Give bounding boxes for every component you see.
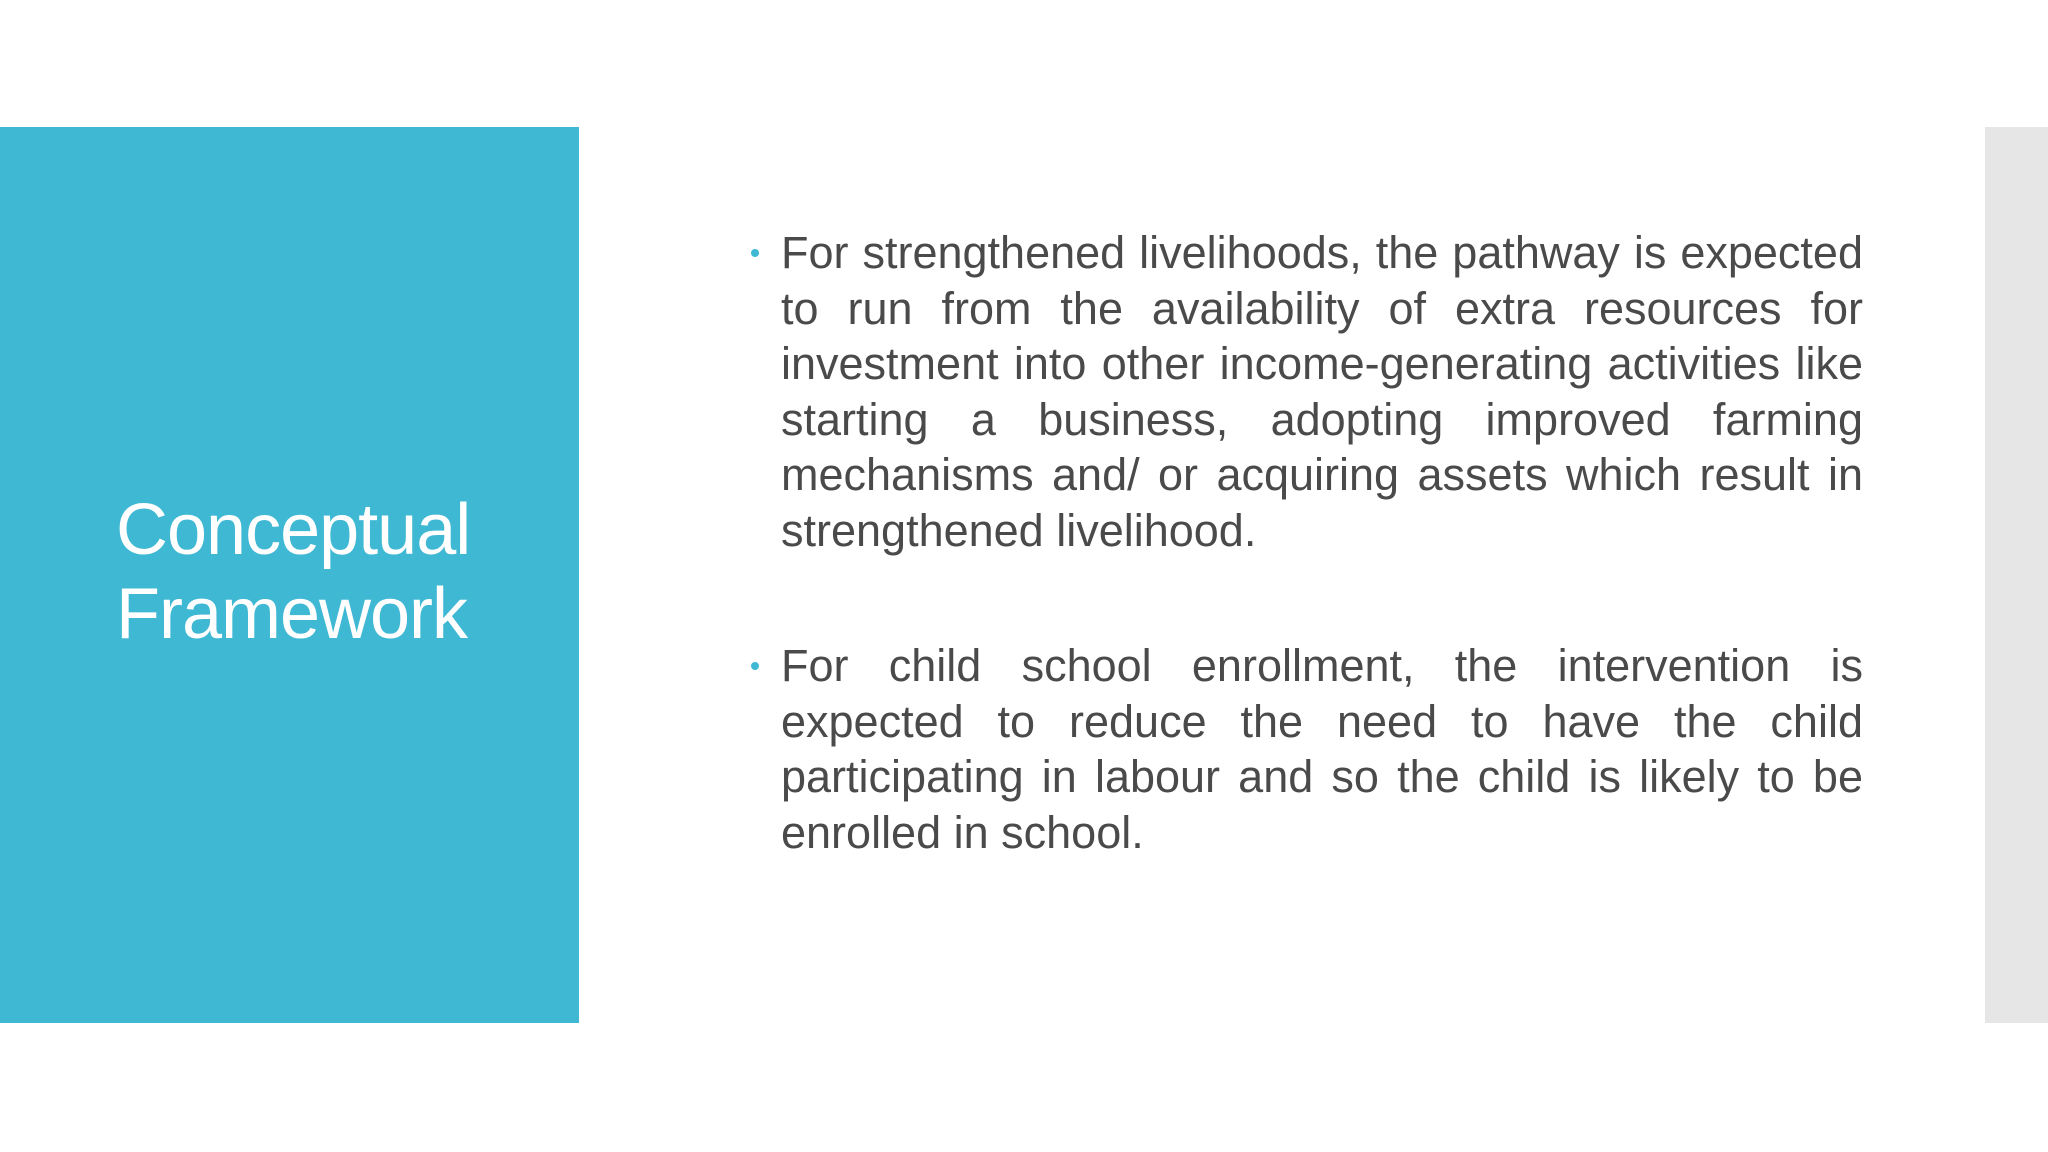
bullet-text-school-enrollment: For child school enrollment, the intervention is expected to reduce the need to have the child participating in labour and so the child is likely to be enrolled in school.	[781, 640, 1863, 858]
bullet-dot-icon	[751, 662, 759, 670]
right-side-strip	[1985, 127, 2048, 1023]
slide-title	[116, 488, 556, 656]
bullet-dot-icon	[751, 249, 759, 257]
bullet-text-livelihoods: For strengthened livelihoods, the pathway is expected to run from the availability of extra resources for investment into other income-generating activities like starting a business, adopting improved farming mechanisms and/ or acquiring assets which result in strengthened livelihood.	[781, 227, 1863, 556]
bullet-item-livelihoods	[751, 225, 1863, 558]
slide-title-line-1: Conceptual	[116, 490, 471, 570]
slide-title-line-2: Framework	[116, 574, 468, 654]
bullet-list	[751, 225, 1863, 940]
bullet-item-school-enrollment	[751, 638, 1863, 860]
